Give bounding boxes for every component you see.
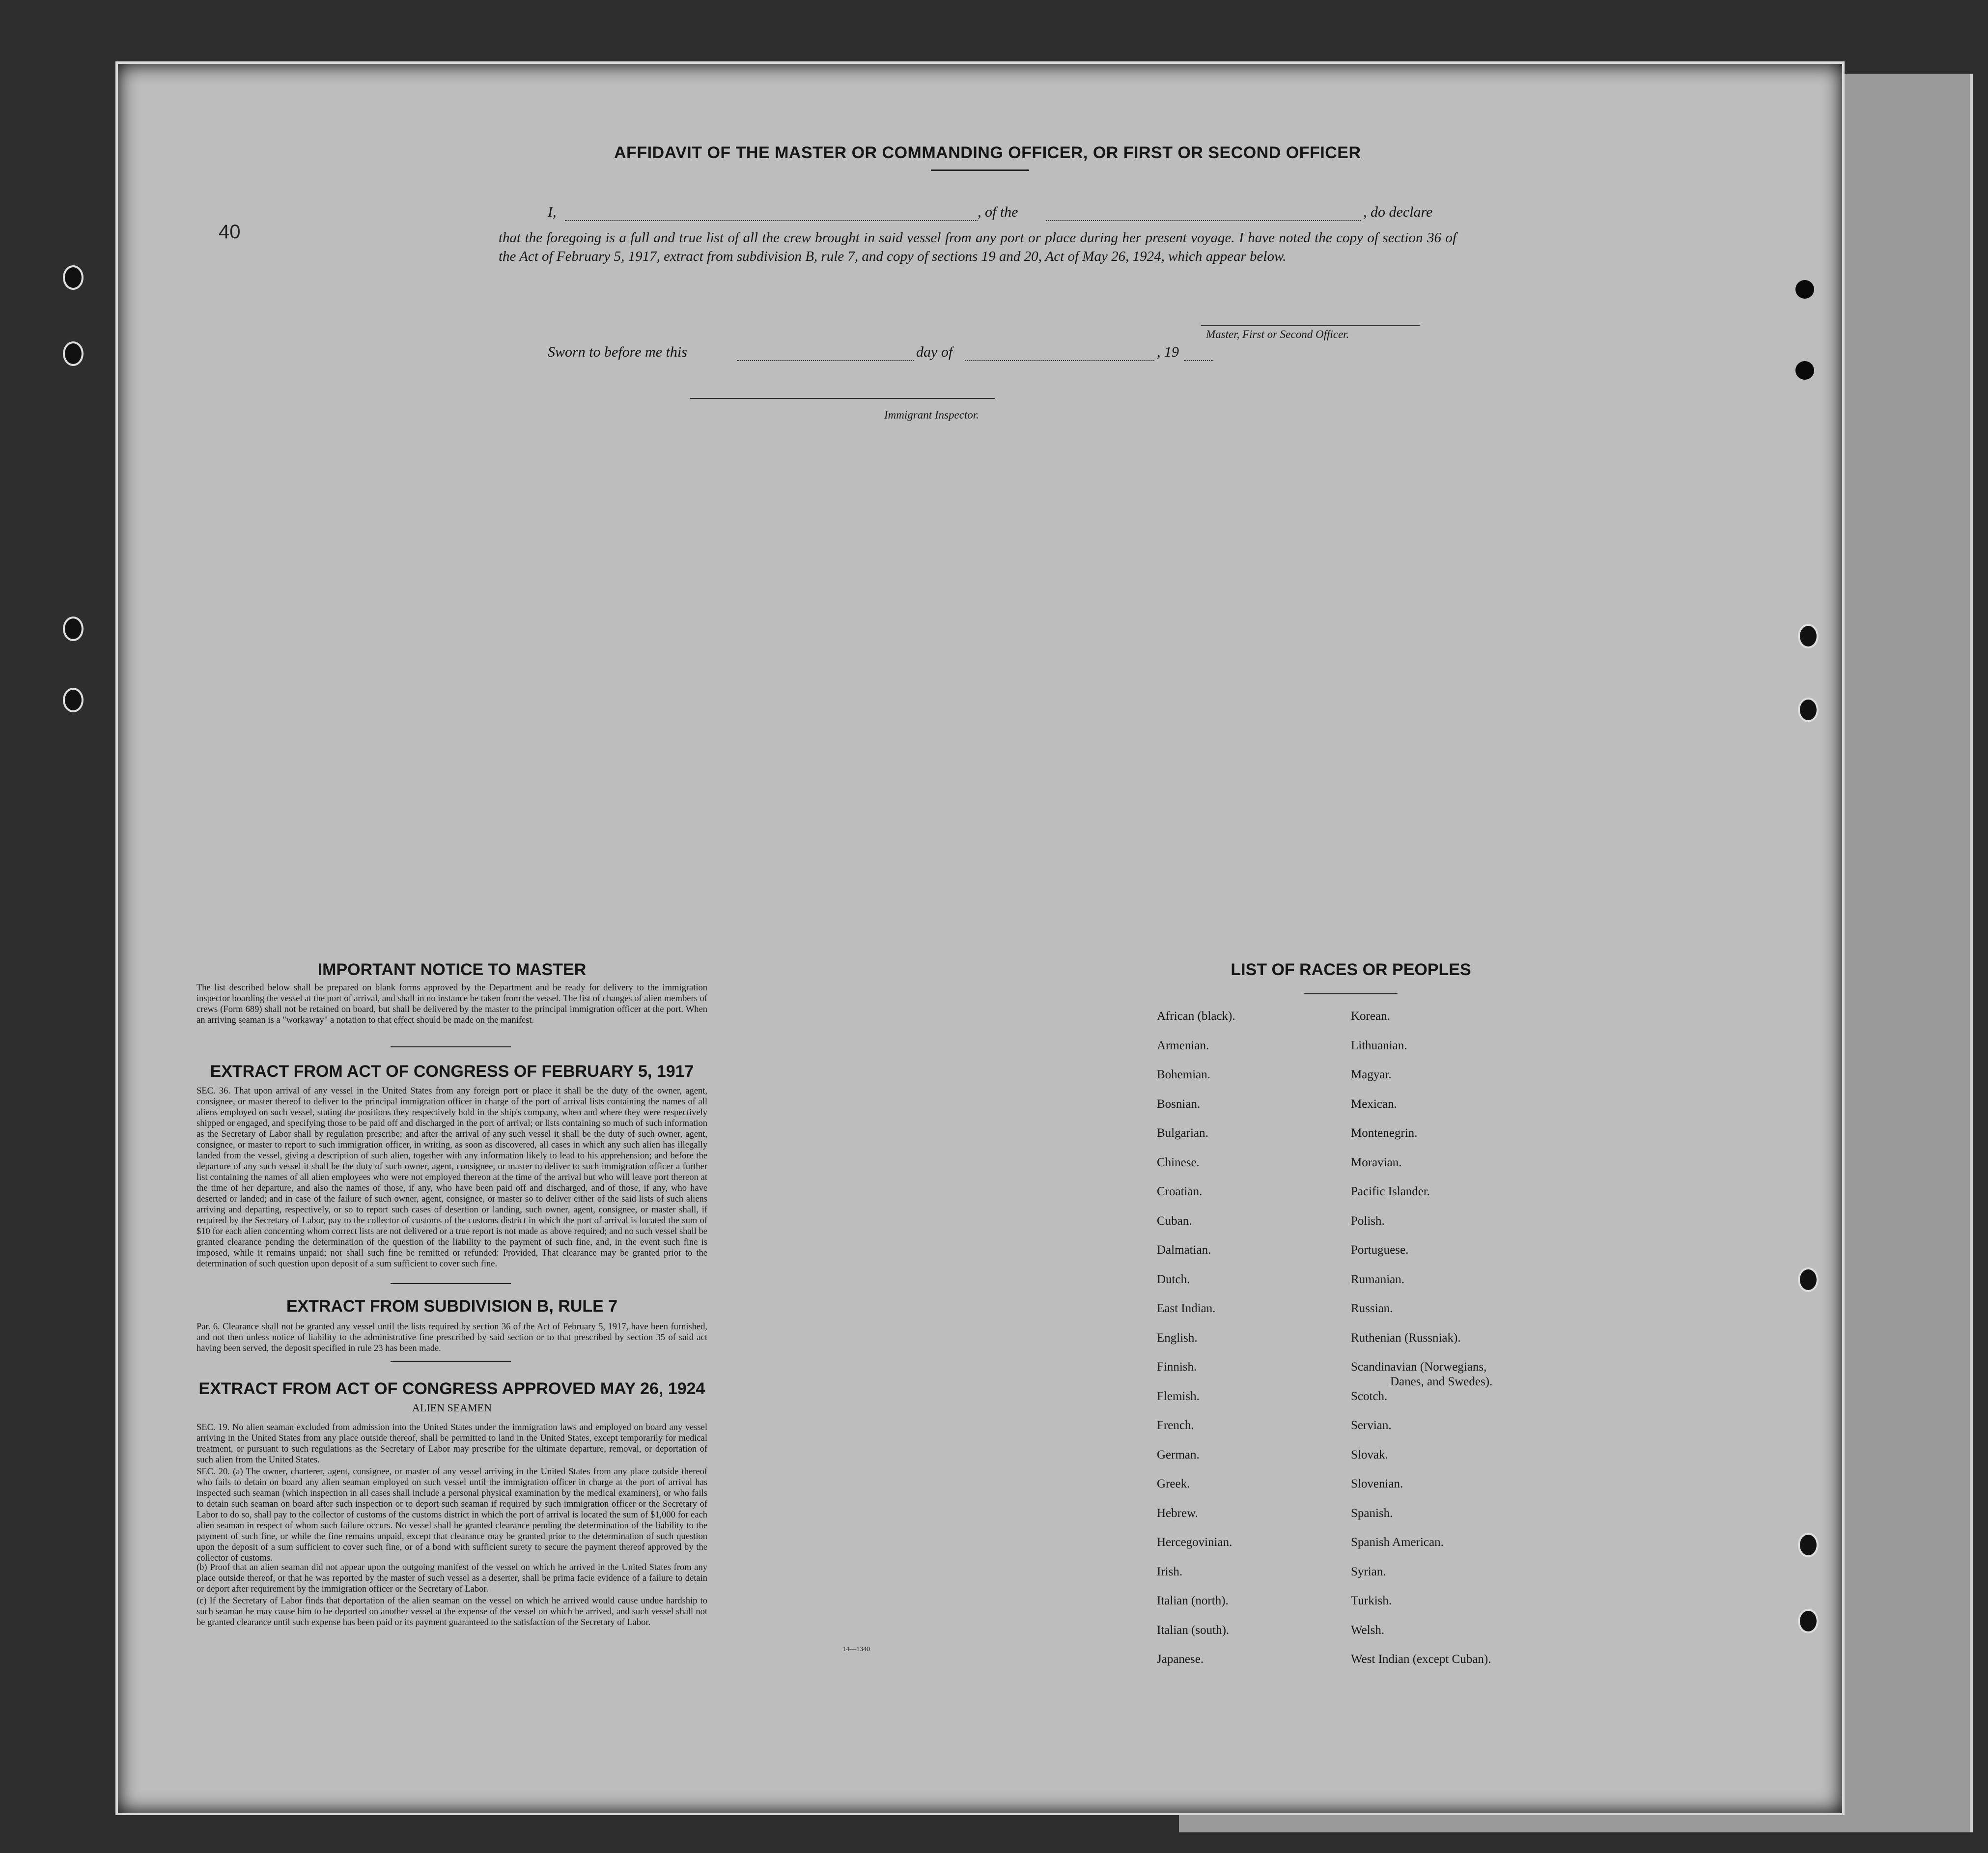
race-item: Spanish. (1351, 1506, 1393, 1520)
race-item: Cuban. (1157, 1214, 1192, 1228)
punch-dot (1795, 361, 1814, 380)
affidavit-i-label: I, (548, 204, 557, 220)
binder-hole (1798, 1267, 1819, 1292)
race-item: Slovak. (1351, 1448, 1388, 1461)
vessel-name-field[interactable] (1046, 220, 1361, 221)
rule7-text: Par. 6. Clearance shall not be granted any vessel until the lists required by section 36 of the Act of February 5, 1917, have been furnished, and not then unless notice of liability to the administrative fine prescribed by said section or to that prescribed by section 35 of said act having been served, the deposit specified in rule 23 has been made. (196, 1322, 707, 1353)
of-the-label: , of the (978, 204, 1018, 220)
sec20c-text: (c) If the Secretary of Labor finds that deportation of the alien seaman on the vessel on which he arrived would cause undue hardship to such seaman he may cause him to be deported on another vessel at the expense of the vessel on which he arrived, and such vessel shall not be granted clearance until such expense has been paid or its payment guaranteed to the satisfaction of the Secretary of Labor. (196, 1596, 707, 1628)
race-item: Korean. (1351, 1010, 1390, 1023)
race-item: Bohemian. (1157, 1068, 1211, 1081)
binder-hole (1798, 1533, 1819, 1557)
race-item: Syrian. (1351, 1565, 1386, 1578)
day-of-label: day of (916, 344, 953, 360)
race-item: Bulgarian. (1157, 1126, 1208, 1140)
alien-seamen-subtitle: ALIEN SEAMEN (412, 1402, 492, 1414)
race-item: Italian (north). (1157, 1594, 1229, 1607)
inspector-signature-field[interactable] (690, 398, 995, 399)
notice-title: IMPORTANT NOTICE TO MASTER (317, 960, 587, 979)
sec19-text: SEC. 19. No alien seaman excluded from admission into the United States under the immigration laws and employed on board any vessel arriving in the United States from any place outside thereof, shall be permitted to land in the United States, except temporarily for medical treatment, or pursuant to such regulations as the Secretary of Labor may prescribe for the ultimate departure, removal, or deportation of such alien from the United States. (196, 1423, 707, 1465)
races-left-column (1157, 1010, 1235, 1682)
binder-hole (1798, 1609, 1819, 1633)
race-item: Mexican. (1351, 1097, 1397, 1111)
race-item: Armenian. (1157, 1039, 1209, 1052)
affidavit-title: AFFIDAVIT OF THE MASTER OR COMMANDING OFFICER, OR FIRST OR SECOND OFFICER (614, 143, 1361, 162)
race-item: Scandinavian (Norwegians, (1351, 1360, 1487, 1374)
race-item: Portuguese. (1351, 1243, 1409, 1257)
race-item: English. (1157, 1331, 1198, 1345)
race-item: Russian. (1351, 1302, 1393, 1315)
race-item: Polish. (1351, 1214, 1385, 1228)
race-item: Hercegovinian. (1157, 1536, 1232, 1549)
race-item: West Indian (except Cuban). (1351, 1653, 1491, 1666)
race-item: Chinese. (1157, 1155, 1200, 1169)
punch-dot (1795, 280, 1814, 299)
race-item: Slovenian. (1351, 1477, 1403, 1490)
race-item: Irish. (1157, 1565, 1183, 1578)
section-rule (391, 1283, 511, 1284)
extract-1917-title: EXTRACT FROM ACT OF CONGRESS OF FEBRUARY 5, 1917 (210, 1062, 694, 1081)
sworn-month-field[interactable] (965, 360, 1154, 361)
race-item: Lithuanian. (1351, 1039, 1407, 1052)
sworn-label: Sworn to before me this (548, 344, 687, 360)
affidavit-body: that the foregoing is a full and true list of all the crew brought in said vessel from any port or place during her present voyage. I have noted the copy of section 36 of the Act of February 5, 1917, extract from subdivision B, rule 7, and copy of sections 19 and 20, Act of May 26, 1924, which appear below. (499, 230, 1456, 264)
do-declare-label: , do declare (1363, 204, 1433, 220)
sec20a-text: SEC. 20. (a) The owner, charterer, agent, consignee, or master of any vessel arriving in the United States from any place outside thereof who fails to detain on board any alien seaman employed on such vessel until the immigration officer in charge at the port of arrival has inspected such seaman (which inspection in all cases shall include a personal physical examination by the medical examiners), or who fails to detain such seaman on board after such inspection or to deport such seaman if required by such immigration officer or the Secretary of Labor to do so, shall pay to the collector of customs of the customs district in which the port of arrival is located the sum of $1,000 for each alien seaman in respect of whom such failure occurs. No vessel shall be granted clearance pending the determination of the liability to the payment of such fine, or while the fine remains unpaid, except that clearance may be granted prior to the determination of such question upon the deposit of a sum sufficient to cover such fine, or of a bond with sufficient surety to secure the payment thereof approved by the collector of customs. (196, 1467, 707, 1563)
race-item: Flemish. (1157, 1389, 1200, 1403)
race-item: Dutch. (1157, 1272, 1190, 1286)
declarant-name-field[interactable] (565, 220, 978, 221)
section-rule (391, 1361, 511, 1362)
race-item: Welsh. (1351, 1623, 1385, 1637)
sworn-year-field[interactable] (1184, 360, 1213, 361)
sec20b-text: (b) Proof that an alien seaman did not appear upon the outgoing manifest of the vessel on which he arrived in the United States from any place outside thereof, or that he was reported by the master of such vessel as a deserter, shall be prima facie evidence of a failure to detain or deport after requirement by the immigration officer or the Secretary of Labor. (196, 1563, 707, 1594)
race-item: Ruthenian (Russniak). (1351, 1331, 1461, 1345)
race-item: Dalmatian. (1157, 1243, 1211, 1257)
sworn-day-field[interactable] (737, 360, 914, 361)
master-caption: Master, First or Second Officer. (1206, 328, 1349, 340)
race-item: Rumanian. (1351, 1272, 1405, 1286)
binder-hole (63, 341, 84, 366)
race-item: Montenegrin. (1351, 1126, 1418, 1140)
race-item: Pacific Islander. (1351, 1185, 1430, 1198)
section-rule (391, 1046, 511, 1047)
inspector-caption: Immigrant Inspector. (884, 409, 979, 421)
form-number: 14—1340 (842, 1646, 870, 1653)
extract-1917-text: SEC. 36. That upon arrival of any vessel in the United States from any foreign port or place it shall be the duty of the owner, agent, consignee, or master thereof to deliver to the principal immigration officer in charge of the port of arrival lists containing the names of all aliens employed on such vessel, stating the positions they respectively hold in the ship's company, when and where they were respectively shipped or engaged, and specifying those to be paid off and discharged in the port of arrival; or lists containing so much of such information as the Secretary of Labor shall by regulation prescribe; and after the arrival of any such vessel it shall be the duty of such owner, agent, consignee, or master to report to such immigration officer, in writing, as soon as discovered, all cases in which any such alien has illegally landed from the vessel, giving a description of such alien, together with any information likely to lead to his apprehension; and before the departure of any such vessel it shall be the duty of such owner, agent, consignee, or master to deliver to such immigration officer a further list containing the names of all alien employees who were not employed thereon at the time of the arrival but who will leave port thereon at the time of her departure, and also the names of those, if any, who have been paid off and discharged, and of those, if any, who have deserted or landed; and in case of the failure of such owner, agent, consignee, or master so to deliver either of the said lists of such aliens arriving and departing, respectively, or so to report such cases of desertion or landing, such owner, agent, consignee, or master shall, if required by the Secretary of Labor, pay to the collector of customs of the customs district in which the port of arrival is located the sum of $10 for each alien concerning whom correct lists are not delivered or a true report is not made as above required; and no such vessel shall be granted clearance pending the determination of the question of the liability to the payment of such fine, and, in the event such fine is imposed, while it remains unpaid; nor shall such fine be remitted or refunded: Provided, That clearance may be granted prior to the determination of such question upon deposit of a sum sufficient to cover such fine. (196, 1086, 707, 1269)
binder-hole (63, 617, 84, 641)
races-title-rule (1304, 993, 1398, 994)
binder-hole (1798, 624, 1819, 648)
race-item: Bosnian. (1157, 1097, 1201, 1111)
rule7-title: EXTRACT FROM SUBDIVISION B, RULE 7 (286, 1297, 618, 1316)
binder-hole (63, 265, 84, 290)
master-signature-field[interactable] (1201, 325, 1420, 326)
binder-hole (63, 688, 84, 712)
margin-note: 40 (219, 221, 241, 243)
race-item: Scotch. (1351, 1389, 1388, 1403)
race-item: Japanese. (1157, 1653, 1204, 1666)
race-item-continuation: Danes, and Swedes). (1390, 1375, 1493, 1388)
binder-hole (1798, 698, 1819, 722)
race-item: Turkish. (1351, 1594, 1392, 1607)
race-item: Italian (south). (1157, 1623, 1230, 1637)
title-rule (931, 169, 1029, 171)
race-item: Spanish American. (1351, 1536, 1444, 1549)
race-item: Moravian. (1351, 1155, 1402, 1169)
races-right-column (1351, 1010, 1492, 1682)
race-item: Greek. (1157, 1477, 1190, 1490)
race-item: Servian. (1351, 1419, 1392, 1432)
race-item: French. (1157, 1419, 1194, 1432)
race-item: African (black). (1157, 1010, 1235, 1023)
race-item: Croatian. (1157, 1185, 1203, 1198)
year-label: , 19 (1157, 344, 1179, 360)
race-item: East Indian. (1157, 1302, 1216, 1315)
notice-text: The list described below shall be prepared on blank forms approved by the Department and be ready for delivery to the immigration inspector boarding the vessel at the port of arrival, and shall in no instance be taken from the vessel. The list of changes of alien members of crews (Form 689) shall not be retained on board, but shall be delivered by the master to the principal immigration officer at the port. When an arriving seaman is a "workaway" a notation to that effect should be made on the manifest. (196, 983, 707, 1025)
extract-1924-title: EXTRACT FROM ACT OF CONGRESS APPROVED MAY 26, 1924 (198, 1379, 705, 1398)
races-title: LIST OF RACES OR PEOPLES (1231, 960, 1471, 979)
race-item: German. (1157, 1448, 1200, 1461)
race-item: Magyar. (1351, 1068, 1392, 1081)
race-item: Finnish. (1157, 1360, 1197, 1374)
race-item: Hebrew. (1157, 1506, 1198, 1520)
